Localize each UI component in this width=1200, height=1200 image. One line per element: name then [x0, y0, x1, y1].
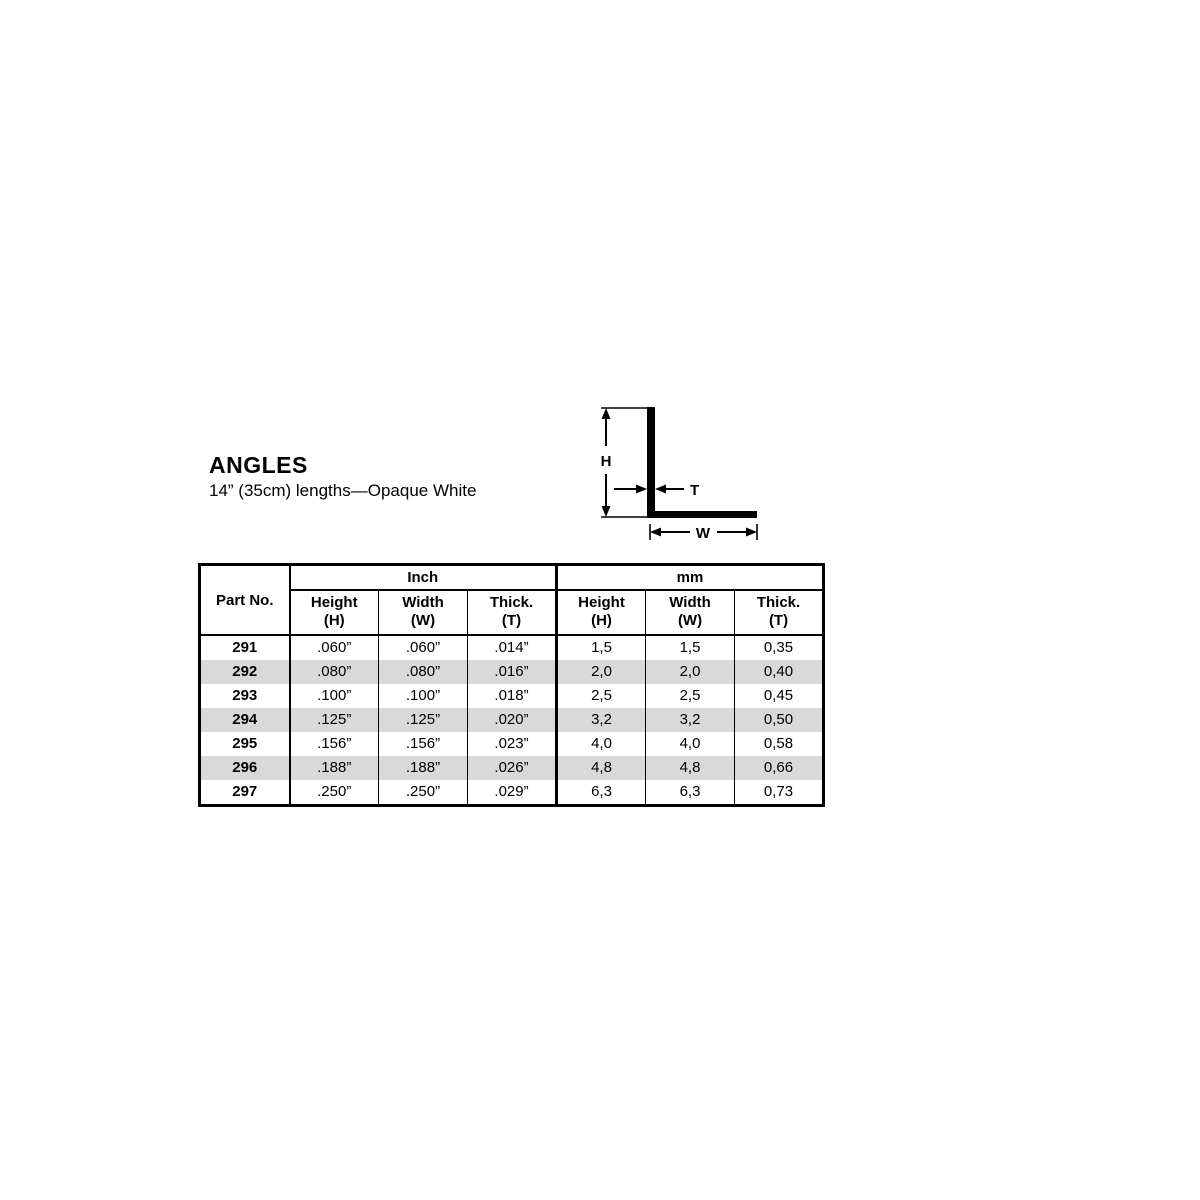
col-header-inch-thick — [468, 590, 557, 635]
mm-thick-cell: 0,45 — [735, 684, 824, 708]
mm-thick-cell: 0,35 — [735, 635, 824, 660]
mm-thick-cell: 0,40 — [735, 660, 824, 684]
inch-height-cell: .100” — [290, 684, 379, 708]
col-header-line: (T) — [768, 612, 789, 629]
mm-height-cell: 3,2 — [557, 708, 646, 732]
width-dimension-label: W — [695, 525, 711, 542]
inch-thick-cell: .026” — [468, 756, 557, 780]
mm-height-cell: 6,3 — [557, 780, 646, 806]
thickness-dimension-arrows — [614, 482, 699, 499]
part-no-cell: 297 — [200, 780, 290, 806]
mm-height-cell: 1,5 — [557, 635, 646, 660]
thickness-dimension-label: T — [690, 482, 700, 499]
mm-height-cell: 4,0 — [557, 732, 646, 756]
inch-thick-cell: .014” — [468, 635, 557, 660]
col-header-mm-thick — [735, 590, 824, 635]
angle-cross-section-diagram — [596, 398, 776, 546]
col-header-line: Width — [669, 594, 711, 611]
mm-height-cell: 2,5 — [557, 684, 646, 708]
inch-height-cell: .156” — [290, 732, 379, 756]
width-dimension-arrow — [650, 524, 757, 542]
inch-width-cell: .100” — [379, 684, 468, 708]
col-header-line: Height — [578, 594, 625, 611]
inch-width-cell: .250” — [379, 780, 468, 806]
mm-width-cell: 4,0 — [646, 732, 735, 756]
angle-vertical-leg — [647, 407, 655, 518]
page-title: ANGLES — [209, 452, 308, 478]
mm-width-cell: 2,0 — [646, 660, 735, 684]
mm-width-cell: 1,5 — [646, 635, 735, 660]
table-row — [200, 732, 824, 756]
inch-width-cell: .188” — [379, 756, 468, 780]
col-header-line: Thick. — [489, 594, 534, 611]
col-header-inch-height — [290, 590, 379, 635]
mm-width-cell: 4,8 — [646, 756, 735, 780]
part-no-cell: 295 — [200, 732, 290, 756]
mm-width-cell: 3,2 — [646, 708, 735, 732]
col-group-mm: mm — [557, 565, 824, 591]
table-row — [200, 660, 824, 684]
col-header-line: Height — [310, 594, 358, 611]
inch-height-cell: .188” — [290, 756, 379, 780]
height-dimension-arrow — [601, 408, 647, 517]
inch-height-cell: .060” — [290, 635, 379, 660]
mm-width-cell: 2,5 — [646, 684, 735, 708]
col-group-inch: Inch — [290, 565, 557, 591]
inch-thick-cell: .020” — [468, 708, 557, 732]
col-header-part-no: Part No. — [200, 565, 290, 636]
inch-thick-cell: .016” — [468, 660, 557, 684]
product-header — [209, 453, 476, 502]
mm-height-cell: 4,8 — [557, 756, 646, 780]
inch-height-cell: .250” — [290, 780, 379, 806]
col-header-inch-width — [379, 590, 468, 635]
mm-width-cell: 6,3 — [646, 780, 735, 806]
mm-thick-cell: 0,66 — [735, 756, 824, 780]
col-header-line: (W) — [410, 612, 436, 629]
inch-thick-cell: .023” — [468, 732, 557, 756]
mm-thick-cell: 0,58 — [735, 732, 824, 756]
mm-height-cell: 2,0 — [557, 660, 646, 684]
part-no-cell: 294 — [200, 708, 290, 732]
angles-spec-table — [198, 563, 825, 807]
part-no-cell: 292 — [200, 660, 290, 684]
table-row — [200, 684, 824, 708]
inch-width-cell: .125” — [379, 708, 468, 732]
col-header-line: Thick. — [756, 594, 801, 611]
inch-width-cell: .080” — [379, 660, 468, 684]
height-dimension-label: H — [600, 453, 612, 470]
table-row — [200, 708, 824, 732]
col-header-mm-height — [557, 590, 646, 635]
col-header-line: (H) — [591, 612, 612, 629]
table-row — [200, 756, 824, 780]
col-header-line: (W) — [677, 612, 703, 629]
col-header-line: (T) — [501, 612, 522, 629]
inch-width-cell: .156” — [379, 732, 468, 756]
col-header-line: Width — [402, 594, 444, 611]
part-no-cell: 291 — [200, 635, 290, 660]
table-row — [200, 780, 824, 806]
col-header-line: (H) — [323, 612, 345, 629]
page-subtitle: 14” (35cm) lengths—Opaque White — [209, 481, 477, 501]
col-header-mm-width — [646, 590, 735, 635]
inch-width-cell: .060” — [379, 635, 468, 660]
inch-thick-cell: .029” — [468, 780, 557, 806]
part-no-cell: 293 — [200, 684, 290, 708]
angle-horizontal-leg — [647, 511, 757, 518]
table-row — [200, 635, 824, 660]
inch-height-cell: .080” — [290, 660, 379, 684]
mm-thick-cell: 0,73 — [735, 780, 824, 806]
part-no-cell: 296 — [200, 756, 290, 780]
inch-height-cell: .125” — [290, 708, 379, 732]
inch-thick-cell: .018” — [468, 684, 557, 708]
mm-thick-cell: 0,50 — [735, 708, 824, 732]
